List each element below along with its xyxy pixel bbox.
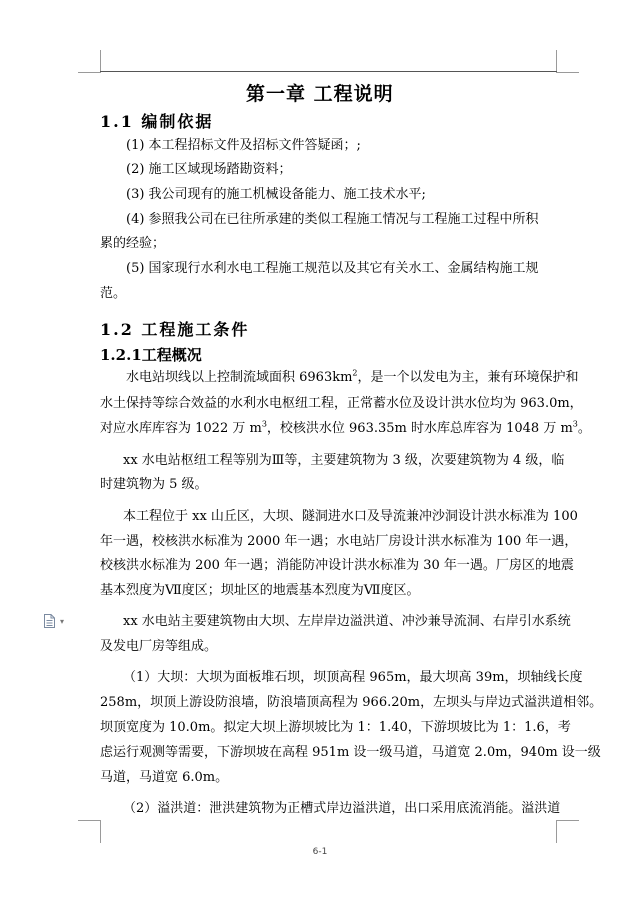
dam-line-5: 马道，马道宽 6.0m。 (100, 770, 229, 785)
dam-line-3: 坝顶宽度为 10.0m。拟定大坝上游坝坡比为 1：1.40，下游坝坡比为 1：1.6，考 (100, 720, 571, 735)
overview-line-3-a: 对应水库库容为 1022 万 m (100, 421, 262, 436)
grade-line-1: xx 水电站枢纽工程等别为Ⅲ等，主要建筑物为 3 级，次要建筑物为 4 级，临 (123, 453, 565, 468)
overview-line-2: 水土保持等综合效益的水利水电枢纽工程，正常蓄水位及设计洪水位均为 963.0m， (100, 396, 583, 411)
overview-line-1-a: 水电站坝线以上控制流域面积 6963km (126, 370, 353, 385)
basis-item-5: (5) 国家现行水利水电工程施工规范以及其它有关水工、金属结构施工规 (126, 261, 539, 276)
basis-item-3: (3) 我公司现有的施工机械设备能力、施工技术水平; (126, 187, 426, 202)
corner-mark-bottom-right (556, 820, 579, 843)
corner-mark-bottom-left (78, 820, 101, 843)
basis-item-4-cont: 累的经验； (100, 236, 166, 251)
composition-line-2: 及发电厂房等组成。 (100, 639, 218, 654)
dam-line-2: 258m，坝顶上游设防浪墙，防浪墙顶高程为 966.20m，左坝头与岸边式溢洪道相邻。 (100, 695, 603, 710)
superscript: 3 (261, 419, 267, 429)
standard-line-3: 校核洪水标准为 200 年一遇；消能防冲设计洪水标准为 30 年一遇。厂房区的地震 (100, 558, 574, 573)
composition-line-1: xx 水电站主要建筑物由大坝、左岸岸边溢洪道、冲沙兼导流洞、右岸引水系统 (123, 614, 571, 629)
superscript: 2 (352, 368, 358, 378)
basis-item-5-cont: 范。 (100, 286, 127, 301)
basis-item-4: (4) 参照我公司在已往所承建的类似工程施工情况与工程施工过程中所积 (126, 212, 539, 227)
header-rule (100, 71, 557, 72)
chevron-down-icon[interactable]: ▾ (60, 617, 65, 626)
document-icon[interactable] (44, 614, 55, 628)
overview-line-1-b: ，是一个以发电为主，兼有环境保护和 (357, 370, 579, 385)
dam-line-4: 虑运行观测等需要，下游坝坡在高程 951m 设一级马道，马道宽 2.0m，940m 设一级 (100, 745, 601, 760)
subsection-heading-1-2-1: 1.2.1工程概况 (100, 346, 202, 364)
corner-mark-top-left (78, 50, 101, 73)
basis-item-1: (1) 本工程招标文件及招标文件答疑函；; (126, 138, 361, 153)
standard-line-4: 基本烈度为Ⅶ度区；坝址区的地震基本烈度为Ⅶ度区。 (100, 583, 420, 598)
superscript: 3 (572, 419, 578, 429)
standard-line-1: 本工程位于 xx 山丘区，大坝、隧洞进水口及导流兼冲沙洞设计洪水标准为 100 (123, 509, 578, 524)
spillway-line-1: （2）溢洪道：泄洪建筑物为正槽式岸边溢洪道，出口采用底流消能。溢洪道 (123, 801, 561, 816)
overview-line-3 (100, 420, 591, 437)
overview-line-3-b: ，校核洪水位 963.35m 时水库总库容为 1048 万 m (266, 421, 573, 436)
standard-line-2: 年一遇，校核洪水标准为 2000 年一遇；水电站厂房设计洪水标准为 100 年一遇， (100, 534, 578, 549)
section-heading-1-1: 1.1 编制依据 (100, 112, 214, 131)
page-number: 6-1 (312, 847, 328, 857)
section-heading-1-2: 1.2 工程施工条件 (100, 320, 250, 339)
basis-item-2: (2) 施工区域现场踏勘资料； (126, 162, 292, 177)
overview-line-1 (126, 369, 579, 386)
grade-line-2: 时建筑物为 5 级。 (100, 477, 208, 492)
overview-line-3-c: 。 (577, 421, 591, 436)
dam-line-1: （1）大坝：大坝为面板堆石坝，坝顶高程 965m，最大坝高 39m，坝轴线长度 (123, 670, 583, 685)
corner-mark-top-right (556, 50, 579, 73)
chapter-title: 第一章 工程说明 (246, 83, 394, 105)
